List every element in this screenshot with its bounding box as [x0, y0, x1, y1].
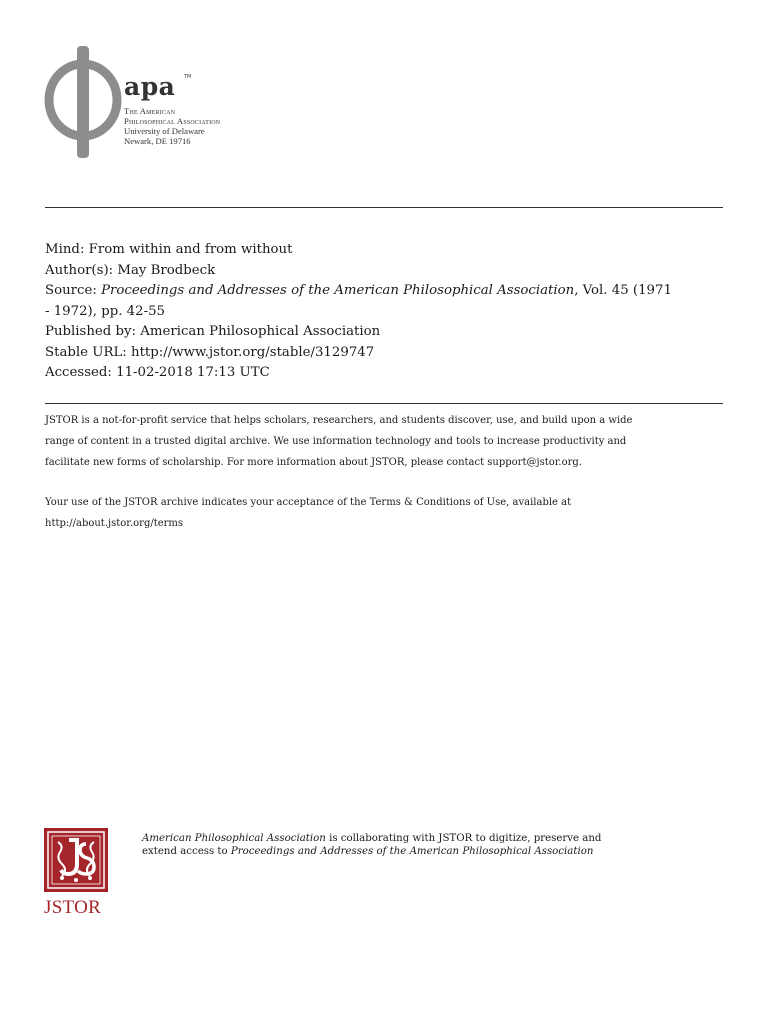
citation-source: Source: Proceedings and Addresses of the American Philosophical Association, Vol. 45 (1971 [45, 283, 672, 298]
terms-notice [45, 492, 725, 534]
notice-line: facilitate new forms of scholarship. For more information about JSTOR, please contact support@jstor.org. [45, 457, 582, 468]
terms-line: Your use of the JSTOR archive indicates your acceptance of the Terms & Conditions of Use, available at [45, 497, 572, 508]
jstor-notice [45, 410, 725, 473]
citation-publisher: Published by: American Philosophical Association [45, 324, 381, 339]
citation-title: Mind: From within and from without [45, 242, 293, 257]
phi-symbol-icon [44, 44, 124, 160]
journal-name: Proceedings and Addresses of the American Philosophical Association [101, 283, 575, 298]
notice-line: JSTOR is a not-for-profit service that helps scholars, researchers, and students discover, use, and build upon a wide [45, 415, 633, 426]
collaboration-line-1: American Philosophical Association is collaborating with JSTOR to digitize, preserve and [142, 833, 602, 844]
citation-author: Author(s): May Brodbeck [45, 262, 216, 278]
citation-source-cont: - 1972), pp. 42-55 [45, 303, 166, 319]
citation-accessed: Accessed: 11-02-2018 17:13 UTC [45, 365, 270, 380]
middle-divider [45, 403, 723, 404]
collaboration-note [142, 832, 742, 858]
apa-address [124, 106, 220, 146]
jstor-emblem-icon [44, 828, 108, 892]
apa-line-2: Philosophical Association [124, 116, 221, 126]
apa-wordmark: apa [124, 72, 176, 101]
collaboration-line-2: extend access to Proceedings and Addresses of the American Philosophical Association [142, 846, 594, 857]
jstor-wordmark: JSTOR [44, 897, 102, 918]
apa-logo [44, 44, 274, 164]
notice-line: range of content in a trusted digital archive. We use information technology and tools to increase productivity and [45, 436, 627, 447]
author-name: May Brodbeck [117, 262, 216, 278]
apa-line-1: The American [124, 106, 176, 116]
apa-trademark: TM [184, 74, 192, 80]
jstor-logo [44, 828, 110, 920]
terms-link[interactable]: http://about.jstor.org/terms [45, 518, 184, 529]
article-title: From within and from without [88, 242, 293, 257]
apa-line-3: University of Delaware [124, 126, 205, 136]
top-divider [45, 207, 723, 208]
citation-block [45, 240, 725, 384]
citation-stable-url: Stable URL: http://www.jstor.org/stable/3129747 [45, 344, 375, 360]
apa-line-4: Newark, DE 19716 [124, 136, 191, 146]
stable-url-link[interactable]: http://www.jstor.org/stable/3129747 [131, 344, 375, 360]
